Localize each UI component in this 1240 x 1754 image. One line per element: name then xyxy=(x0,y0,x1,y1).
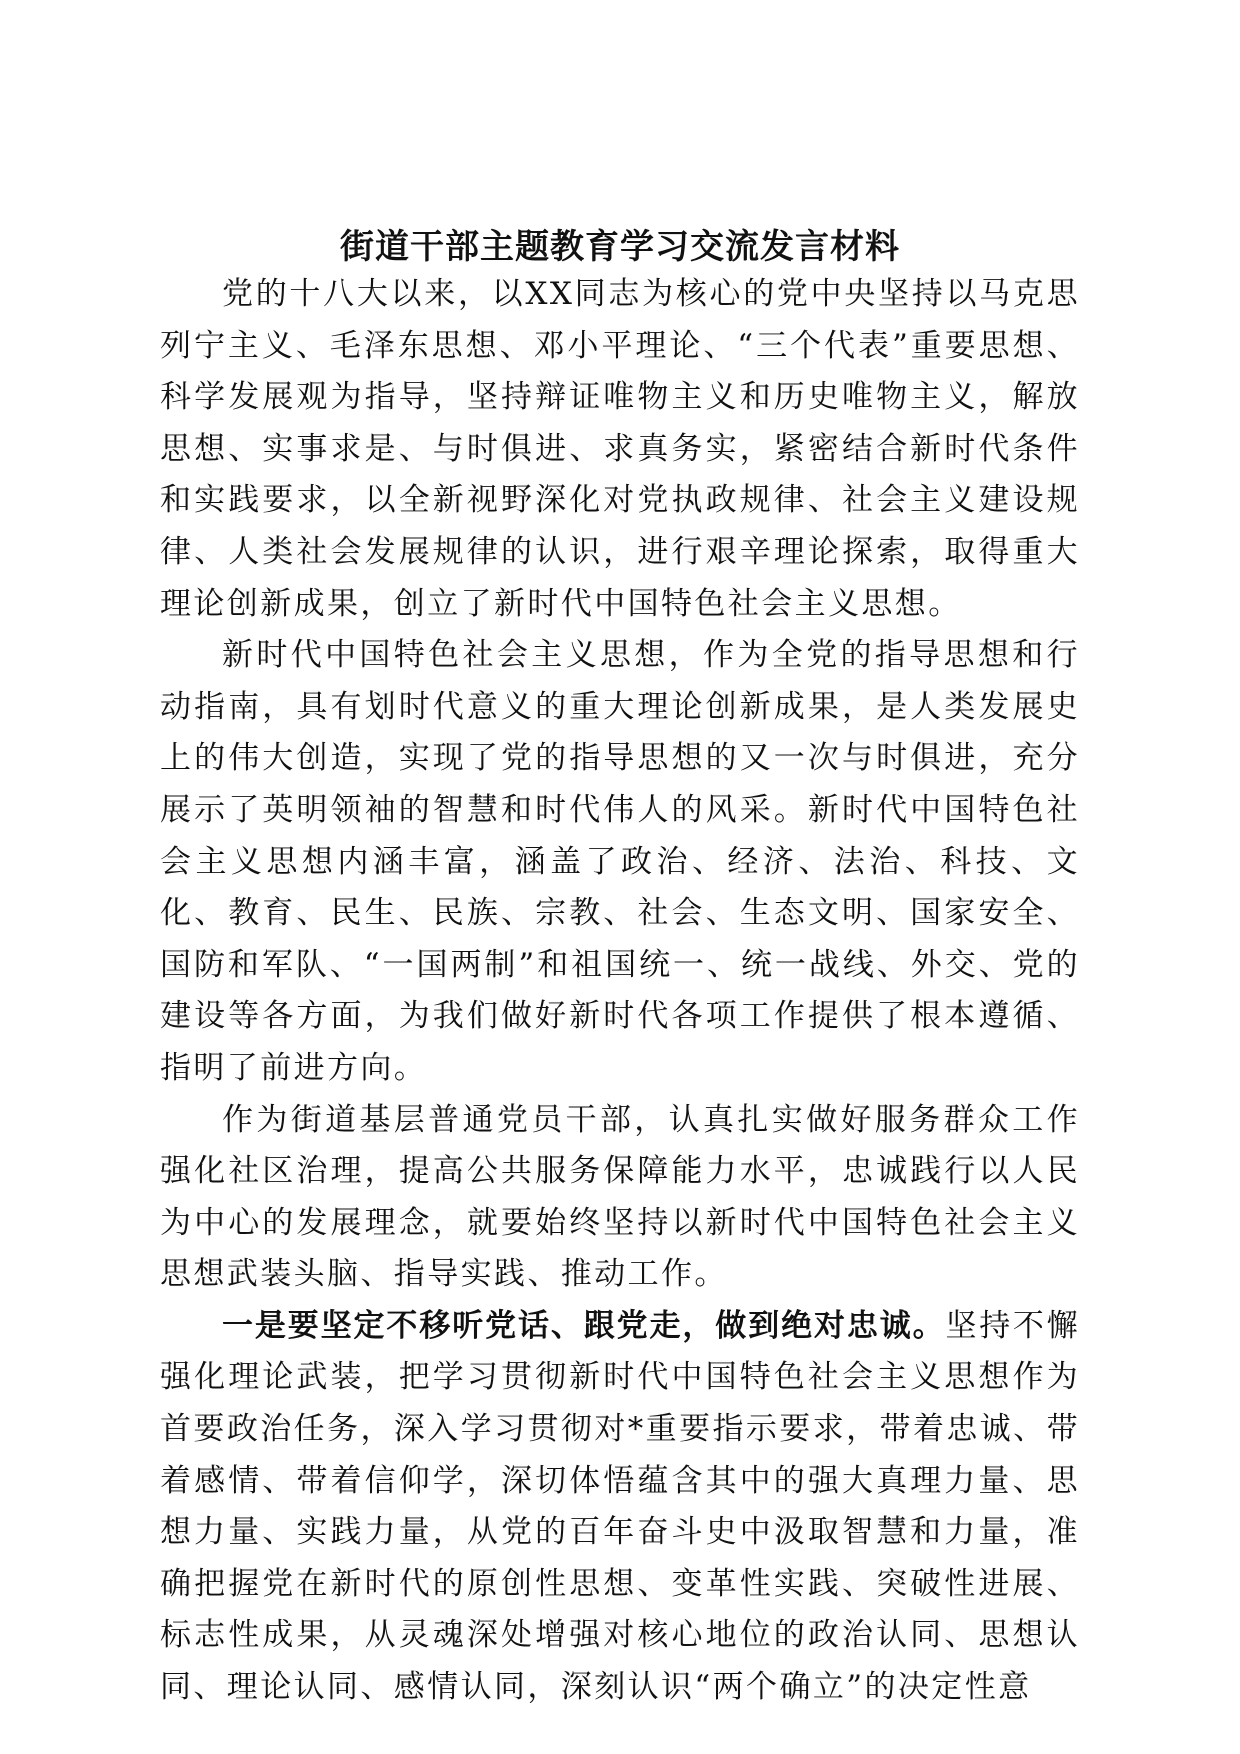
paragraph-1 xyxy=(160,269,1080,630)
paragraph-3 xyxy=(160,1095,1080,1301)
paragraph-2-text: 新时代中国特色社会主义思想，作为全党的指导思想和行动指南，具有划时代意义的重大理论创新成果，是人类发展史上的伟大创造，实现了党的指导思想的又一次与时俱进，充分展示了英明领袖的智慧和时代伟人的风采。新时代中国特色社会主义思想内涵丰富，涵盖了政治、经济、法治、科技、文化、教育、民生、民族、宗教、社会、生态文明、国家安全、国防和军队、“一国两制”和祖国统一、统一战线、外交、党的建设等各方面，为我们做好新时代各项工作提供了根本遵循、指明了前进方向。 xyxy=(160,637,1080,1086)
paragraph-4-text: 坚持不懈强化理论武装，把学习贯彻新时代中国特色社会主义思想作为首要政治任务，深入学习贯彻对*重要指示要求，带着忠诚、带着感情、带着信仰学，深切体悟蕴含其中的强大真理力量、思想力量、实践力量，从党的百年奋斗史中汲取智慧和力量，准确把握党在新时代的原创性思想、变革性实践、突破性进展、标志性成果，从灵魂深处增强对核心地位的政治认同、思想认同、理论认同、感情认同，深刻认识“两个确立”的决定性意 xyxy=(160,1307,1080,1706)
document-body xyxy=(160,269,1080,1714)
paragraph-3-text: 作为街道基层普通党员干部，认真扎实做好服务群众工作强化社区治理，提高公共服务保障能力水平，忠诚践行以人民为中心的发展理念，就要始终坚持以新时代中国特色社会主义思想武装头脑、指导实践、推动工作。 xyxy=(160,1101,1080,1293)
paragraph-1-text: 党的十八大以来，以XX同志为核心的党中央坚持以马克思列宁主义、毛泽东思想、邓小平理论、“三个代表”重要思想、科学发展观为指导，坚持辩证唯物主义和历史唯物主义，解放思想、实事求是、与时俱进、求真务实，紧密结合新时代条件和实践要求，以全新视野深化对党执政规律、社会主义建设规律、人类社会发展规律的认识，进行艰辛理论探索，取得重大理论创新成果，创立了新时代中国特色社会主义思想。 xyxy=(160,276,1080,622)
paragraph-4-lead-heading: 一是要坚定不移听党话、跟党走，做到绝对忠诚。 xyxy=(222,1307,946,1344)
document-title: 街道干部主题教育学习交流发言材料 xyxy=(340,227,900,267)
paragraph-4 xyxy=(160,1301,1080,1714)
paragraph-2 xyxy=(160,630,1080,1094)
